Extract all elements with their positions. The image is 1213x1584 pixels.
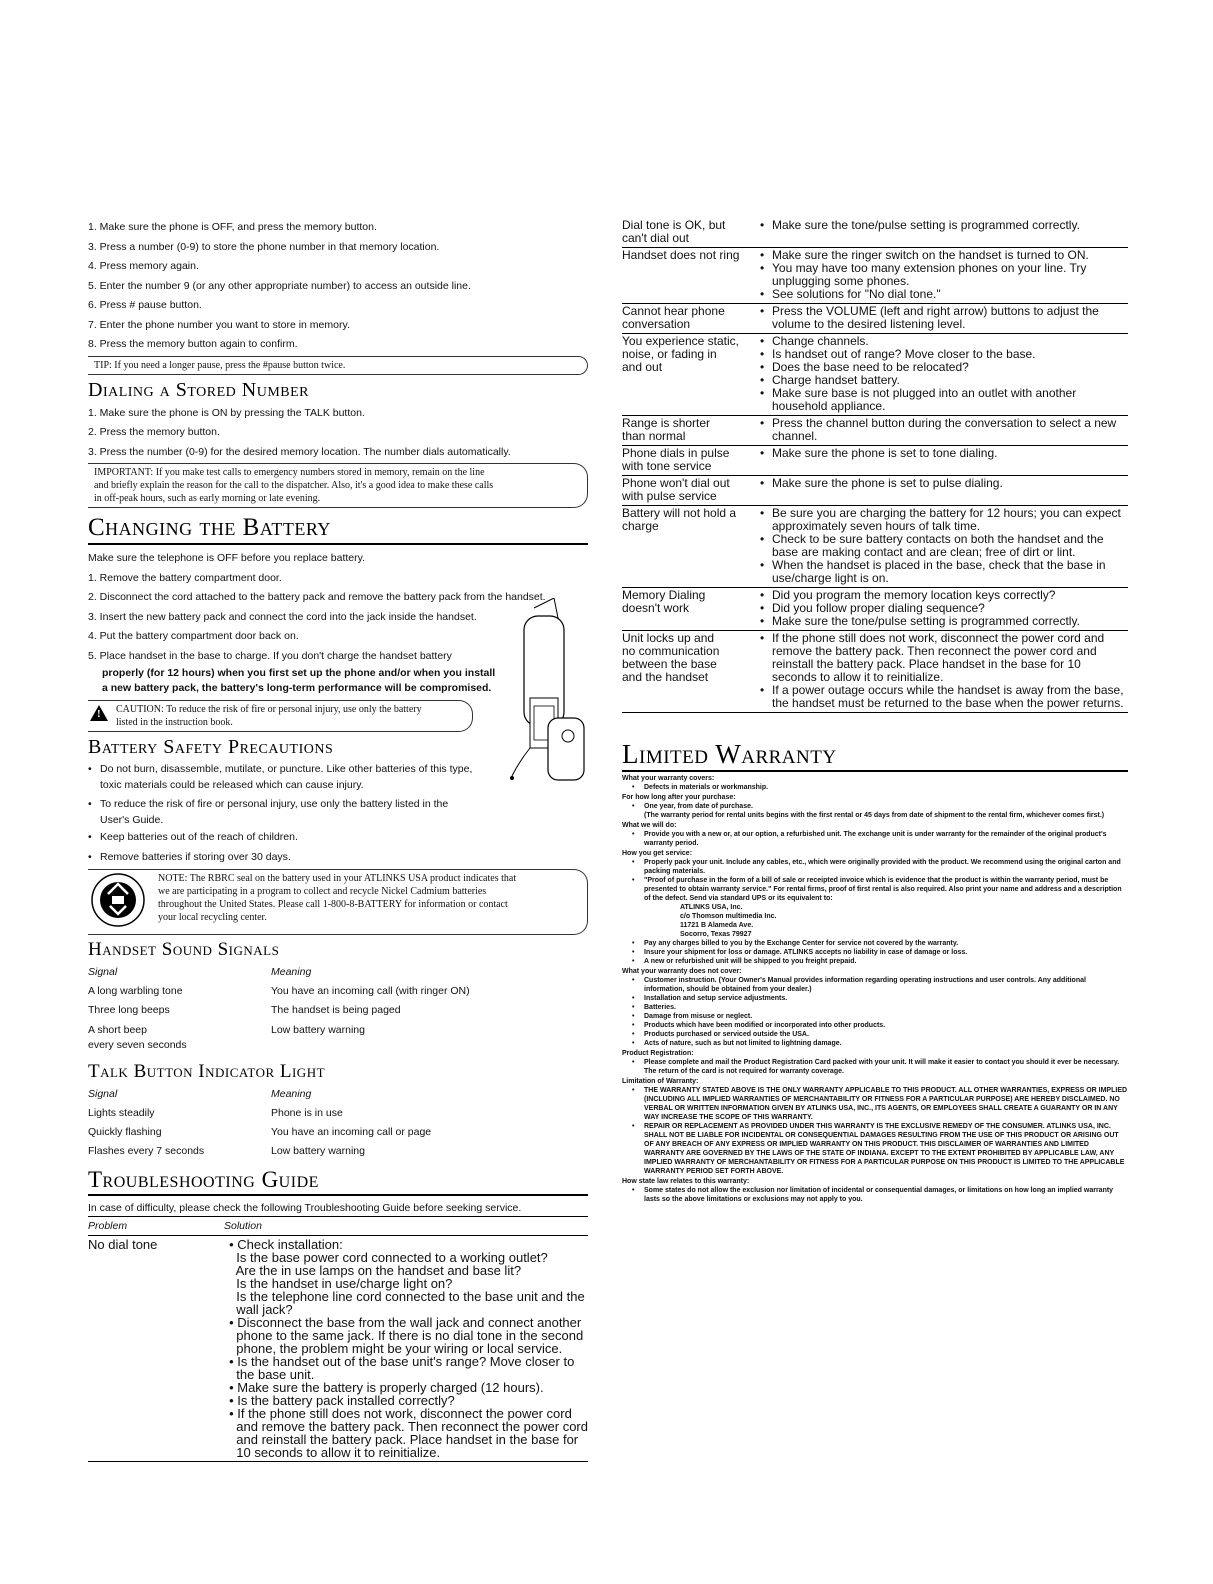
- solution-item: • Make sure the tone/pulse setting is programmed correctly.: [760, 219, 1128, 232]
- handset-battery-illustration: [498, 598, 588, 788]
- warranty-heading: Product Registration:: [622, 1050, 694, 1057]
- problem-cell: No dial tone: [88, 1237, 158, 1252]
- table-header: [88, 1217, 588, 1236]
- problem-cell: [622, 589, 760, 628]
- solution-line: • If the phone still does not work, disconnect the power cord: [229, 1406, 572, 1421]
- tip-box: [88, 356, 588, 375]
- signal-cell: A long warbling tone: [88, 985, 183, 997]
- section-title-troubleshooting: Troubleshooting Guide: [88, 1167, 588, 1196]
- warning-icon: [90, 705, 108, 721]
- store-steps: [88, 218, 588, 355]
- problem-line: than normal: [622, 429, 686, 443]
- warranty-heading: Limitation of Warranty:: [622, 1078, 699, 1085]
- problem-line: Battery will not hold a: [622, 506, 737, 520]
- table-row: [622, 334, 1128, 416]
- solution-line: Is the base power cord connected to a working outlet?: [229, 1250, 548, 1265]
- section-title-sound-signals: Handset Sound Signals: [88, 939, 280, 960]
- solution-item: • Make sure the tone/pulse setting is programmed correctly.: [760, 615, 1128, 628]
- warranty-item: (The warranty period for rental units begins with the first rental or 45 days from date of shipment to the rental firm, whichever comes first.): [644, 812, 1105, 819]
- caution-line: listed in the instruction book.: [116, 717, 233, 728]
- meaning-cell: You have an incoming call or page: [271, 1126, 432, 1138]
- table-row: [622, 218, 1128, 248]
- table-row: [622, 631, 1128, 713]
- signal-cell: A short beep: [88, 1024, 147, 1036]
- solution-line: • Disconnect the base from the wall jack and connect another: [229, 1315, 582, 1330]
- problem-line: Handset does not ring: [622, 248, 740, 262]
- list-item: 3. Press the number (0-9) for the desired memory location. The number dials automatically.: [88, 445, 511, 458]
- solution-cell: [760, 305, 1128, 331]
- solution-item: • You may have too many extension phones on your line. Try unplugging some phones.: [760, 262, 1128, 288]
- signal-cell: Three long beeps: [88, 1004, 170, 1016]
- table-row: [88, 1104, 588, 1123]
- solution-cell: [760, 589, 1128, 628]
- warranty-item: • Some states do not allow the exclusion nor limitation of incidental or consequential damages, or limitations on how long an implied warranty lasts so the above limitations or exclusions may not apply to you.: [622, 1186, 1128, 1204]
- solution-item: • Did you follow proper dialing sequence?: [760, 602, 1128, 615]
- problem-cell: [622, 632, 760, 710]
- table-row: [88, 1142, 588, 1161]
- important-line: IMPORTANT: If you make test calls to emergency numbers stored in memory, remain on the line: [94, 467, 485, 478]
- problem-line: with tone service: [622, 459, 712, 473]
- problem-line: Dial tone is OK, but: [622, 218, 726, 232]
- list-item: 8. Press the memory button again to confirm.: [88, 338, 298, 350]
- list-item: 5. Place handset in the base to charge. If you don't charge the handset battery: [88, 649, 452, 662]
- table-row: [622, 588, 1128, 631]
- list-item: • Keep batteries out of the reach of children.: [88, 828, 588, 848]
- solution-line: Are the in use lamps on the handset and base lit?: [229, 1263, 522, 1278]
- warranty-item: • A new or refurbished unit will be shipped to you freight prepaid.: [622, 957, 1128, 966]
- signal-cell: Flashes every 7 seconds: [88, 1145, 205, 1157]
- solution-line: and reinstall the battery pack. Place handset in the base for: [229, 1432, 579, 1447]
- table-row: [88, 982, 588, 1001]
- list-item: 1. Make sure the phone is OFF, and press the memory button.: [88, 221, 377, 233]
- table-row: [88, 1023, 588, 1038]
- solution-item: • Press the VOLUME (left and right arrow) buttons to adjust the volume to the desired listening level.: [760, 305, 1128, 331]
- solution-item: • Did you program the memory location keys correctly?: [760, 589, 1128, 602]
- solution-item: • Does the base need to be relocated?: [760, 361, 1128, 374]
- table-row: [88, 1236, 588, 1462]
- problem-cell: [622, 305, 760, 331]
- problem-line: no communication: [622, 644, 720, 658]
- problem-line: Cannot hear phone: [622, 304, 725, 318]
- warranty-item: 11721 B Alameda Ave.: [680, 922, 754, 929]
- rbrc-note-box: [88, 869, 588, 935]
- list-item: • To reduce the risk of fire or personal injury, use only the battery listed in the: [88, 796, 588, 812]
- problem-line: doesn't work: [622, 601, 689, 615]
- caution-box: [88, 700, 473, 732]
- solution-item: • Make sure the phone is set to tone dialing.: [760, 447, 1128, 460]
- solution-cell: [760, 447, 1128, 473]
- meaning-cell: Low battery warning: [271, 1024, 365, 1036]
- header-meaning: Meaning: [271, 966, 312, 978]
- solution-cell: [760, 632, 1128, 710]
- warranty-item: • Acts of nature, such as but not limited to lightning damage.: [622, 1039, 1128, 1048]
- problem-cell: [622, 219, 760, 245]
- warranty-item: • Provide you with a new or, at our option, a refurbished unit. The exchange unit is under warranty for the remainder of the original product's warranty period.: [622, 830, 1128, 848]
- rbrc-line: we are participating in a program to collect and recycle Nickel Cadmium batteries: [158, 886, 487, 897]
- solution-line: Is the handset in use/charge light on?: [229, 1276, 453, 1291]
- solution-item: • Is handset out of range? Move closer to the base.: [760, 348, 1128, 361]
- solution-cell: [760, 249, 1128, 301]
- solution-line: the base unit.: [229, 1367, 315, 1382]
- right-column: [622, 218, 1128, 1204]
- battery-warning-line: a new battery pack, the battery's long-term performance will be compromised.: [102, 682, 492, 694]
- solution-cell: [760, 477, 1128, 503]
- warranty-item: • Damage from misuse or neglect.: [622, 1012, 1128, 1021]
- solution-item: • Press the channel button during the conversation to select a new channel.: [760, 417, 1128, 443]
- header-solution: Solution: [224, 1220, 262, 1232]
- list-item: 3. Press a number (0-9) to store the phone number in that memory location.: [88, 240, 440, 253]
- meaning-cell: Low battery warning: [271, 1145, 365, 1157]
- section-title-warranty: Limited Warranty: [622, 739, 1128, 772]
- solution-line: • Is the handset out of the base unit's range? Move closer to: [229, 1354, 575, 1369]
- warranty-item: • Customer instruction. (Your Owner's Manual provides information regarding operating instructions and user controls. Any additional information, should be obtained from your dealer.): [622, 976, 1128, 994]
- warranty-item: • One year, from date of purchase.: [622, 802, 1128, 811]
- trouble-intro: In case of difficulty, please check the following Troubleshooting Guide before seeking service.: [88, 1200, 588, 1217]
- meaning-cell: The handset is being paged: [271, 1004, 401, 1016]
- warranty-item: • REPAIR OR REPLACEMENT AS PROVIDED UNDER THIS WARRANTY IS THE EXCLUSIVE REMEDY OF THE CONSUMER. ATLINKS USA, INC. SHALL NOT BE LIABLE FOR INCIDENTAL OR CONSEQUENTIAL DAMAGES RESULTING FROM THE USE OF THIS PRODUCT OR ARISING OUT OF ANY BREACH OF ANY EXPRESS OR IMPLIED WARRANTY ON THIS PRODUCT. THIS DISCLAIMER OF WARRANTIES AND LIMITED WARRANTY ARE GOVERNED BY THE LAWS OF THE STATE OF INDIANA. EXCEPT TO THE EXTENT PROHIBITED BY APPLICABLE LAW, ANY IMPLIED WARRANTY OF MERCHANTABILITY OR FITNESS FOR A PARTICULAR PURPOSE ON THIS PRODUCT IS LIMITED TO THE APPLICABLE WARRANTY PERIOD SET FORTH ABOVE.: [622, 1122, 1128, 1176]
- solution-line: • Is the battery pack installed correctly?: [229, 1393, 455, 1408]
- solution-line: and remove the battery pack. Then reconnect the power cord: [229, 1419, 588, 1434]
- solution-cell: [229, 1238, 588, 1459]
- section-title-battery: Changing the Battery: [88, 514, 588, 545]
- meaning-cell: You have an incoming call (with ringer ON): [271, 985, 470, 997]
- table-row: [88, 1038, 588, 1053]
- problem-cell: [622, 447, 760, 473]
- list-item: 2. Disconnect the cord attached to the battery pack and remove the battery pack from the handset.: [88, 591, 546, 603]
- list-item: 4. Put the battery compartment door back on.: [88, 630, 299, 642]
- solution-item: • When the handset is placed in the base, check that the base in use/charge light is on.: [760, 559, 1128, 585]
- list-item: 1. Make sure the phone is ON by pressing the TALK button.: [88, 406, 365, 419]
- rbrc-line: NOTE: The RBRC seal on the battery used in your ATLINKS USA product indicates that: [158, 873, 517, 884]
- problem-line: between the base: [622, 657, 717, 671]
- header-signal: Signal: [88, 966, 118, 978]
- list-item: 1. Remove the battery compartment door.: [88, 571, 282, 584]
- section-title-safety: Battery Safety Precautions: [88, 736, 334, 758]
- warranty-item: Socorro, Texas 79927: [680, 931, 752, 938]
- battery-intro: Make sure the telephone is OFF before you replace battery.: [88, 552, 366, 564]
- problem-line: Phone dials in pulse: [622, 446, 730, 460]
- warranty-heading: For how long after your purchase:: [622, 794, 736, 801]
- warranty-heading: What we will do:: [622, 822, 677, 829]
- problem-cell: [622, 417, 760, 443]
- problem-line: Phone won't dial out: [622, 476, 730, 490]
- warranty-text: [622, 774, 1128, 1204]
- list-item: User's Guide.: [100, 814, 164, 826]
- problem-cell: [622, 477, 760, 503]
- warranty-item: • Insure your shipment for loss or damage. ATLINKS accepts no liability in case of damage or loss.: [622, 948, 1128, 957]
- solution-cell: [760, 335, 1128, 413]
- solution-item: • Charge handset battery.: [760, 374, 1128, 387]
- problem-line: noise, or fading in: [622, 347, 717, 361]
- problem-cell: [622, 507, 760, 585]
- warranty-heading: What your warranty does not cover:: [622, 968, 742, 975]
- warranty-item: • Batteries.: [622, 1003, 1128, 1012]
- warranty-item: • Defects in materials or workmanship.: [622, 783, 1128, 792]
- solution-item: • Be sure you are charging the battery for 12 hours; you can expect approximately seven hours of talk time.: [760, 507, 1128, 533]
- list-item: toxic materials could be released which can cause injury.: [100, 779, 364, 791]
- warranty-item: • Pay any charges billed to you by the Exchange Center for service not covered by the warranty.: [622, 939, 1128, 948]
- list-item: 4. Press memory again.: [88, 260, 199, 272]
- table-row: [88, 1123, 588, 1142]
- problem-line: Memory Dialing: [622, 588, 706, 602]
- problem-line: and the handset: [622, 670, 709, 684]
- header-problem: Problem: [88, 1220, 128, 1232]
- tip-text: TIP: If you need a longer pause, press the #pause button twice.: [94, 359, 346, 371]
- table-header: [88, 1085, 588, 1104]
- solution-line: Is the telephone line cord connected to the base unit and the: [229, 1289, 585, 1304]
- solution-line: phone to the same jack. If there is no dial tone in the second: [229, 1328, 584, 1343]
- rbrc-line: throughout the United States. Please call 1-800-8-BATTERY for information or contact: [158, 899, 508, 910]
- list-item: 6. Press # pause button.: [88, 299, 202, 311]
- list-item: • Remove batteries if storing over 30 days.: [88, 848, 588, 868]
- rbrc-line: your local recycling center.: [158, 912, 267, 923]
- problem-line: charge: [622, 519, 659, 533]
- table-row: [622, 248, 1128, 304]
- warranty-heading: How state law relates to this warranty:: [622, 1178, 750, 1185]
- table-row: [622, 304, 1128, 334]
- solution-line: • Check installation:: [229, 1237, 343, 1252]
- solution-item: • Make sure the ringer switch on the handset is turned to ON.: [760, 249, 1128, 262]
- warranty-item: • "Proof of purchase in the form of a bill of sale or receipted invoice which is evidence that the product is within the warranty period, must be presented to obtain warranty service." For rental firms, proof of first rental is also required. Also print your name and address and a description of the defect. Send via standard UPS or its equivalent to:: [622, 876, 1128, 903]
- warranty-heading: What your warranty covers:: [622, 775, 715, 782]
- signal-cell: Quickly flashing: [88, 1126, 162, 1138]
- warranty-item: • Please complete and mail the Product Registration Card packed with your unit. It will make it easier to contact you should it ever be necessary. The return of the card is not required for warranty coverage.: [622, 1058, 1128, 1076]
- section-title-dialing: Dialing a Stored Number: [88, 378, 310, 401]
- table-row: [622, 416, 1128, 446]
- table-row: [622, 446, 1128, 476]
- solution-cell: [760, 219, 1128, 245]
- warranty-item: • Products which have been modified or incorporated into other products.: [622, 1021, 1128, 1030]
- header-meaning: Meaning: [271, 1088, 312, 1100]
- left-column: [88, 218, 588, 1462]
- warranty-item: • Products purchased or serviced outside the USA.: [622, 1030, 1128, 1039]
- problem-line: Unit locks up and: [622, 631, 715, 645]
- list-item: 2. Press the memory button.: [88, 426, 220, 438]
- problem-line: Range is shorter: [622, 416, 711, 430]
- solution-item: • Change channels.: [760, 335, 1128, 348]
- solution-item: • See solutions for "No dial tone.": [760, 288, 1128, 301]
- solution-line: 10 seconds to allow it to reinitialize.: [229, 1445, 441, 1460]
- section-title-talk-light: Talk Button Indicator Light: [88, 1061, 326, 1082]
- solution-item: • If a power outage occurs while the handset is away from the base, the handset must be returned to the base when the power returns.: [760, 684, 1128, 710]
- signal-cell: Lights steadily: [88, 1107, 155, 1119]
- problem-line: conversation: [622, 317, 691, 331]
- solution-item: • If the phone still does not work, disconnect the power cord and remove the battery pack. Then reconnect the power cord and reinstall the battery pack. Place handset in the base for 10 seconds to allow it to reinitialize.: [760, 632, 1128, 684]
- solution-line: phone, the problem might be your wiring or local service.: [229, 1341, 563, 1356]
- list-item: • Do not burn, disassemble, mutilate, or puncture. Like other batteries of this type,: [88, 761, 588, 777]
- caution-line: CAUTION: To reduce the risk of fire or personal injury, use only the battery: [116, 704, 422, 715]
- important-line: and briefly explain the reason for the call to the dispatcher. Also, it's a good idea to make these calls: [94, 480, 494, 491]
- important-line: in off-peak hours, such as early morning or late evening.: [94, 493, 321, 504]
- problem-line: and out: [622, 360, 663, 374]
- warranty-item: • THE WARRANTY STATED ABOVE IS THE ONLY WARRANTY APPLICABLE TO THIS PRODUCT. ALL OTHER WARRANTIES, EXPRESS OR IMPLIED (INCLUDING ALL IMPLIED WARRANTIES OF MERCHANTABILITY OR FITNESS FOR A PARTICULAR PURPOSE) ARE HEREBY DISCLAIMED. NO VERBAL OR WRITTEN INFORMATION GIVEN BY ATLINKS USA, INC., ITS AGENTS, OR EMPLOYEES SHALL CREATE A GUARANTY OR IN ANY WAY INCREASE THE SCOPE OF THIS WARRANTY.: [622, 1086, 1128, 1122]
- list-item: 7. Enter the phone number you want to store in memory.: [88, 318, 350, 331]
- solution-item: • Make sure the phone is set to pulse dialing.: [760, 477, 1128, 490]
- warranty-item: ATLINKS USA, Inc.: [680, 904, 743, 911]
- solution-item: • Make sure base is not plugged into an outlet with another household appliance.: [760, 387, 1128, 413]
- important-box: [88, 463, 588, 508]
- signal-cell: every seven seconds: [88, 1039, 187, 1051]
- warranty-item: • Properly pack your unit. Include any cables, etc., which were originally provided with the product. We recommend using the original carton and packing materials.: [622, 858, 1128, 876]
- warranty-item: c/o Thomson multimedia Inc.: [680, 913, 777, 920]
- problem-cell: [622, 249, 760, 301]
- table-header: [88, 963, 588, 982]
- solution-cell: [760, 507, 1128, 585]
- rbrc-seal-icon: [88, 870, 150, 930]
- problem-line: with pulse service: [622, 489, 717, 503]
- solution-line: • Make sure the battery is properly charged (12 hours).: [229, 1380, 544, 1395]
- troubleshooting-table: [622, 218, 1128, 713]
- meaning-cell: Phone is in use: [271, 1107, 343, 1119]
- problem-line: can't dial out: [622, 231, 690, 245]
- list-item: 5. Enter the number 9 (or any other appropriate number) to access an outside line.: [88, 279, 471, 292]
- solution-item: • Check to be sure battery contacts on both the handset and the base are making contact and are clean; free of dirt or lint.: [760, 533, 1128, 559]
- battery-warning-line: properly (for 12 hours) when you first set up the phone and/or when you install: [102, 667, 496, 679]
- table-row: [88, 1001, 588, 1020]
- header-signal: Signal: [88, 1088, 118, 1100]
- list-item: 3. Insert the new battery pack and connect the cord into the jack inside the handset.: [88, 610, 477, 623]
- warranty-item: • Installation and setup service adjustments.: [622, 994, 1128, 1003]
- table-row: [622, 476, 1128, 506]
- table-row: [622, 506, 1128, 588]
- solution-cell: [760, 417, 1128, 443]
- solution-line: wall jack?: [229, 1302, 293, 1317]
- problem-cell: [622, 335, 760, 413]
- warranty-heading: How you get service:: [622, 850, 693, 857]
- problem-line: You experience static,: [622, 334, 739, 348]
